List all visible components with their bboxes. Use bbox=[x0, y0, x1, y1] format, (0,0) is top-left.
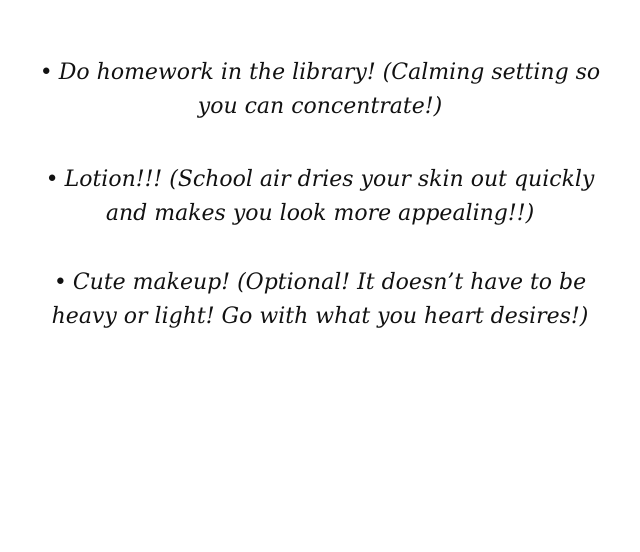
tip-line-2: and makes you look more appealing!!) bbox=[105, 201, 535, 226]
tip-item bbox=[30, 266, 610, 334]
tip-line-1 bbox=[30, 56, 610, 90]
bullet: • bbox=[45, 167, 59, 192]
bullet: • bbox=[53, 270, 67, 295]
tip-text: Cute makeup! (Optional! It doesn’t have to be bbox=[72, 270, 587, 295]
bullet: • bbox=[39, 60, 53, 85]
tip-line-2: you can concentrate!) bbox=[197, 94, 443, 119]
tip-line-1 bbox=[30, 163, 610, 197]
tip-item bbox=[30, 56, 610, 124]
tip-line-1 bbox=[30, 266, 610, 300]
tip-text: Lotion!!! (School air dries your skin out quickly bbox=[64, 167, 595, 192]
tip-item bbox=[30, 163, 610, 231]
tip-text: Do homework in the library! (Calming setting so bbox=[58, 60, 601, 85]
tip-line-2: heavy or light! Go with what you heart desires!) bbox=[51, 304, 589, 329]
